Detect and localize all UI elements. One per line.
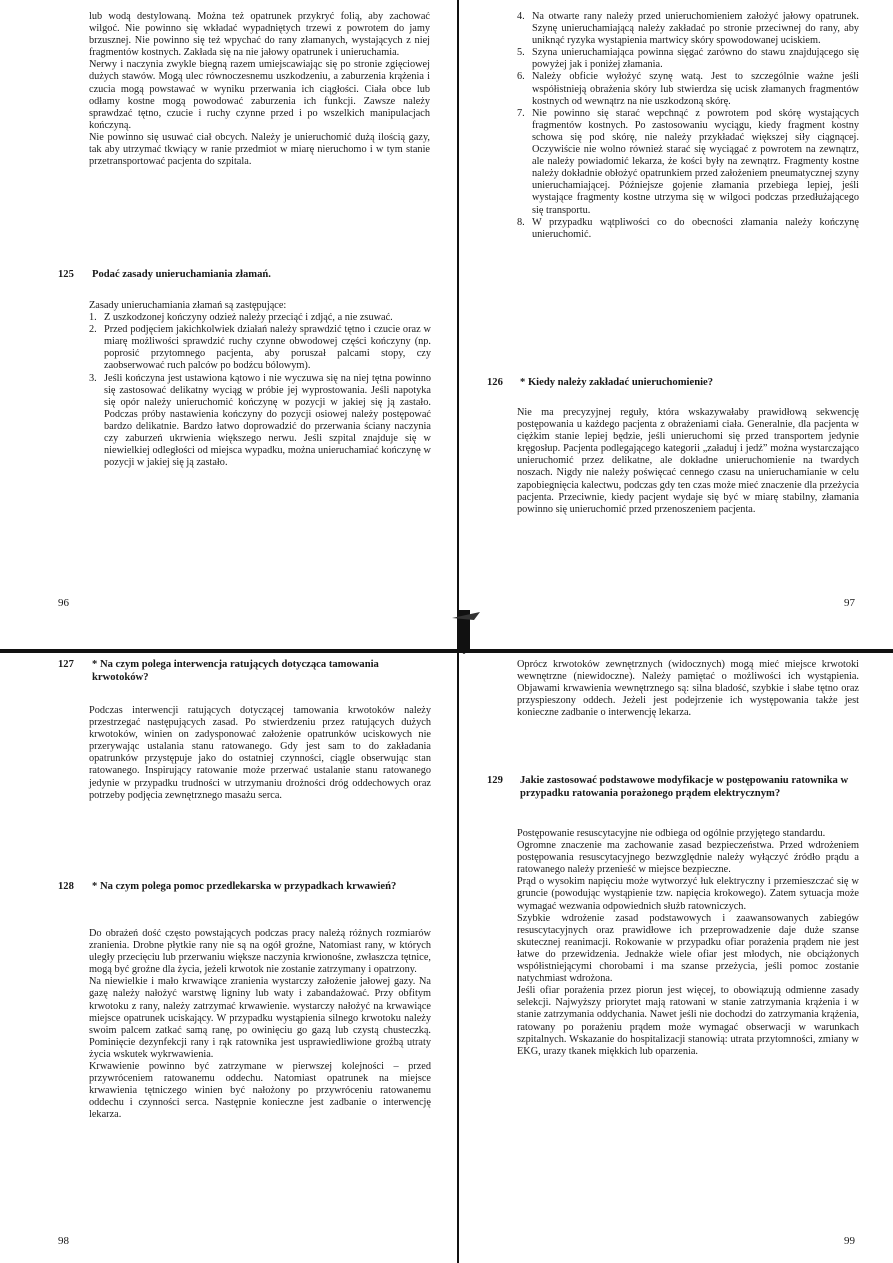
question-127-body	[89, 705, 431, 802]
page-96	[89, 11, 430, 168]
question-126-body	[517, 407, 859, 516]
paragraph: Do obrażeń dość często powstających podczas pracy należą różnych rozmiarów zranienia. Drobne płytkie rany nie są na ogół groźne, Natomiast rany, w których uległy przecięciu lub przerwaniu większe naczynia krwionośne, zwłaszcza tętnice, mogą być groźne dla życia, jeżeli krwotok nie zostanie zatrzymany i opatrzony.	[89, 928, 431, 976]
question-129-body	[517, 828, 859, 1058]
center-gutter-bottom	[457, 650, 459, 1263]
list-item: 2. Przed podjęciem jakichkolwiek działań należy sprawdzić tętno i czucie oraz w miarę możliwości sprawdzić ruchy czynne obwodowej części kończyny (np. poprosić przytomnego pacjenta, aby poruszał palcami stopy, czy zaobserwować ruch palców po bodźcu bólowym).	[89, 324, 431, 372]
list-item: 7. Nie powinno się starać wepchnąć z powrotem pod skórę wystających fragmentów kostnych. Po zastosowaniu wyciągu, kiedy fragment kostny schowa się pod skórę, nie należy przykładać większej siły ciągnącej. Oczywiście nie wolno również starać się wyciągać z powrotem na zewnątrz, ale należy powiadomić lekarza, że kości były na zewnątrz. Fragmenty kostne należy dokładnie obłożyć opatrunkiem przed założeniem pneumatycznej szyny unieruchamiającej. Późniejsze gojenie złamania przebiega lepiej, jeśli wystające fragmenty kostne utrzyma się w wilgoci podczas przedłużającego się transportu.	[517, 107, 859, 216]
center-gutter-top	[457, 0, 459, 650]
paragraph: Ogromne znaczenie ma zachowanie zasad bezpieczeństwa. Przed wdrożeniem postępowania resuscytacyjnego bezwzględnie należy wyłączyć źródło prądu a ratowanego należy przenieść w miejsce bezpieczne.	[517, 840, 859, 876]
paragraph: Zasady unieruchamiania złamań są zastępujące:	[89, 300, 287, 311]
list-item: 4. Na otwarte rany należy przed unieruchomieniem założyć jałowy opatrunek. Szynę unieruchamiającą należy zakładać po stronie przeciwnej do rany, aby uniknąć ryzyka wystąpienia martwicy skóry spowodowanej uciskiem.	[517, 11, 859, 47]
list-item: 1. Z uszkodzonej kończyny odzież należy przeciąć i zdjąć, a nie zsuwać.	[89, 312, 393, 324]
paragraph: Krwawienie powinno być zatrzymane w pierwszej kolejności – przed przywróceniem ratowanemu oddechu. Natomiast opatrunek na miejsce krwawienia tętniczego winien być nałożony po przywróceniu ratowanemu oddechu i czynności serca. Następnie konieczne jest zadbanie o interwencję lekarza.	[89, 1061, 431, 1121]
question-title: * Na czym polega pomoc przedlekarska w przypadkach krwawień?	[92, 881, 397, 892]
paragraph: Szybkie wdrożenie zasad podstawowych i zaawansowanych zabiegów resuscytacyjnych oraz prawidłowe ich przeprowadzenie daje duże szanse skutecznej reanimacji. Rokowanie w przypadku ofiar porażenia prądem nie jest łatwe do przewidzenia. Jednakże wiele ofiar jest młodych, nie obciążonych współistniejącymi chorobami i ma szanse przeżycia, jeśli pomoc zostanie natychmiast wdrożona.	[517, 912, 859, 985]
question-number: 126	[487, 377, 503, 388]
paragraph: Oprócz krwotoków zewnętrznych (widocznych) mogą mieć miejsce krwotoki wewnętrzne (niewidoczne). Należy pamiętać o możliwości ich wystąpienia. Objawami krwawienia wewnętrznego są: silna bladość, szybkie i słabe tętno oraz przyspieszony oddech. Jeżeli jest podejrzenie ich występowania także jest konieczne zadbanie o interwencję lekarza.	[517, 659, 859, 719]
question-title: Jakie zastosować podstawowe modyfikacje w postępowaniu ratownika w przypadku ratowania porażonego prądem elektrycznym?	[520, 775, 849, 799]
paragraph: lub wodą destylowaną. Można też opatrunek przykryć folią, aby zachować wilgoć. Nie powinno się wkładać wypadniętych trzewi z powrotem do jamy brzusznej. Nie powinno się też wpychać do rany złamanych, wystających z niej fragmentów kostnych. Zakłada się na nie jałowy opatrunek i unieruchamia.	[89, 11, 430, 59]
paragraph: Nie ma precyzyjnej reguły, która wskazywałaby prawidłową sekwencję postępowania u każdego pacjenta z obrażeniami ciała. Generalnie, dla pacjenta w ciężkim stanie lepiej będzie, jeśli unieruchomi się przed transportem jedynie kręgosłup. Pacjenta podlegającego kategorii „załaduj i jedź” można wystarczająco unieruchomić przez delikatne, ale dokładne unieruchomienie na twardych noszach. Nigdy nie należy poświęcać cennego czasu na unieruchamianie w celu zapobiegnięcia kalectwu, podczas gdy ten czas może mieć znaczenie dla przeżycia pacjenta. Przeciwnie, kiedy pacjent wydaje się być w miarę stabilny, złamania powinno się unieruchomić przed przenoszeniem pacjenta.	[517, 407, 859, 515]
question-number: 128	[58, 881, 74, 892]
page-97	[517, 11, 859, 241]
question-title: * Na czym polega interwencja ratujących dotycząca tamowania krwotoków?	[92, 659, 379, 683]
fold-mark-icon	[444, 610, 484, 654]
question-title: Podać zasady unieruchamiania złamań.	[92, 269, 271, 280]
paragraph: Nerwy i naczynia zwykle biegną razem umiejscawiając się po stronie zgięciowej dużych stawów. Mogą ulec równoczesnemu uszkodzeniu, a zaburzenia krążenia i czucia mogą powstawać w wyniku przerwania ich ciągłości. Ciała obce lub odłamy kostne mogą powodować zaburzenia ich funkcji. Zawsze należy sprawdzać tętno, czucie i ruchy czynne przed i po wszelkich manipulacjach kończyną.	[89, 59, 430, 131]
page-number: 98	[58, 1235, 69, 1247]
numbered-list	[89, 312, 431, 469]
list-item: 8. W przypadku wątpliwości co do obecności złamania należy kończynę unieruchomić.	[517, 216, 859, 240]
page-number: 99	[844, 1235, 855, 1247]
paragraph: Na niewielkie i mało krwawiące zranienia wystarczy założenie jałowej gazy. Na gazę należy nałożyć warstwę ligniny lub waty i zabandażować. Przy obfitym krwotoku z rany, należy zatrzymać krwawienie. wystarczy nałożyć na krwawiące miejsce opatrunek uciskający. W przypadku wystąpienia silnego krwotoku należy swoim palcem zatkać samą ranę, po owinięciu go gazą lub czystą chusteczką. Pominięcie dezynfekcji rany i rąk ratownika jest usprawiedliwione groźbą utraty życia wskutek wykrwawienia.	[89, 976, 431, 1060]
question-title: * Kiedy należy zakładać unieruchomienie?	[520, 377, 714, 388]
page-number: 96	[58, 597, 69, 609]
question-125-body	[89, 300, 431, 469]
question-128-body	[89, 928, 431, 1122]
question-number: 129	[487, 775, 503, 786]
paragraph: Nie powinno się usuwać ciał obcych. Należy je unieruchomić dużą ilością gazy, tak aby utrzymać tkwiący w ranie przedmiot w miarę nieruchomo i w tym stanie przetransportować pacjenta do szpitala.	[89, 131, 430, 168]
list-item: 5. Szyna unieruchamiająca powinna sięgać zarówno do stawu znajdującego się powyżej jak i poniżej złamania.	[517, 47, 859, 71]
page-number: 97	[844, 597, 855, 609]
paragraph: Podczas interwencji ratujących dotyczącej tamowania krwotoków należy przestrzegać następujących zasad. Po stwierdzeniu przez ratujących dużych krwotoków, winien on zadysponować założenie opatrunków uciskowych nie przerywając ustalania stanu ratowanego. Gdy jest sam to do zakładania opatrunków przystępuje jako do ostatniej czynności, ciągle obserwując stan ratowanego. Inspirujący ratowanie może przerwać ustalanie stanu ratowanego jedynie w przypadku trudności w utrzymaniu drożności dróg oddechowych oraz potrzeby podjęcia zewnętrznego masażu serca.	[89, 705, 431, 801]
list-item: 6. Należy obficie wyłożyć szynę watą. Jest to szczególnie ważne jeśli współistnieją obrażenia skóry lub stwierdza się ucisk złamanych fragmentów kostnych od wewnątrz na nie uszkodzoną skórę.	[517, 71, 859, 107]
paragraph: Jeśli ofiar porażenia przez piorun jest więcej, to obowiązują odmienne zasady selekcji. Najwyższy priorytet mają ratowani w stanie zatrzymania krążenia i w stanie zatrzymania oddychania. Nawet jeśli nie dochodzi do zatrzymania krążenia, ratowany po porażeniu prądem może wymagać obserwacji w warunkach szpitalnych. Wskazanie do hospitalizacji stanowią: utrata przytomności, zmiany w EKG, urazy tkanek miękkich lub oparzenia.	[517, 985, 859, 1057]
list-item: 3. Jeśli kończyna jest ustawiona kątowo i nie wyczuwa się na niej tętna powinno się zastosować delikatny wyciąg w próbie jej wyprostowania. Jeśli napotyka się opór należy unieruchomić kończynę w pozycji w jakiej się ją zastało. Podczas próby nastawienia kończyny do pozycji osiowej należy postępować bardzo delikatnie. Bardzo łatwo doprowadzić do przerwania ściany naczynia czy zaburzeń ukrwienia większego nerwu. Jeśli szpital znajduje się w niewielkiej odległości od miejsca wypadku, można unieruchamiać kończynę w pozycji w jakiej się ją zastało.	[89, 372, 431, 469]
question-number: 125	[58, 269, 74, 280]
paragraph: Postępowanie resuscytacyjne nie odbiega od ogólnie przyjętego standardu.	[517, 828, 826, 839]
paragraph: Prąd o wysokim napięciu może wytworzyć łuk elektryczny i przemieszczać się w gruncie (powodując wystąpienie tzw. napięcia krokowego). Zatem sytuacja może wymagać wezwania odpowiednich służb ratowniczych.	[517, 876, 859, 912]
question-number: 127	[58, 659, 74, 670]
numbered-list	[517, 11, 859, 241]
page-99	[517, 659, 859, 719]
